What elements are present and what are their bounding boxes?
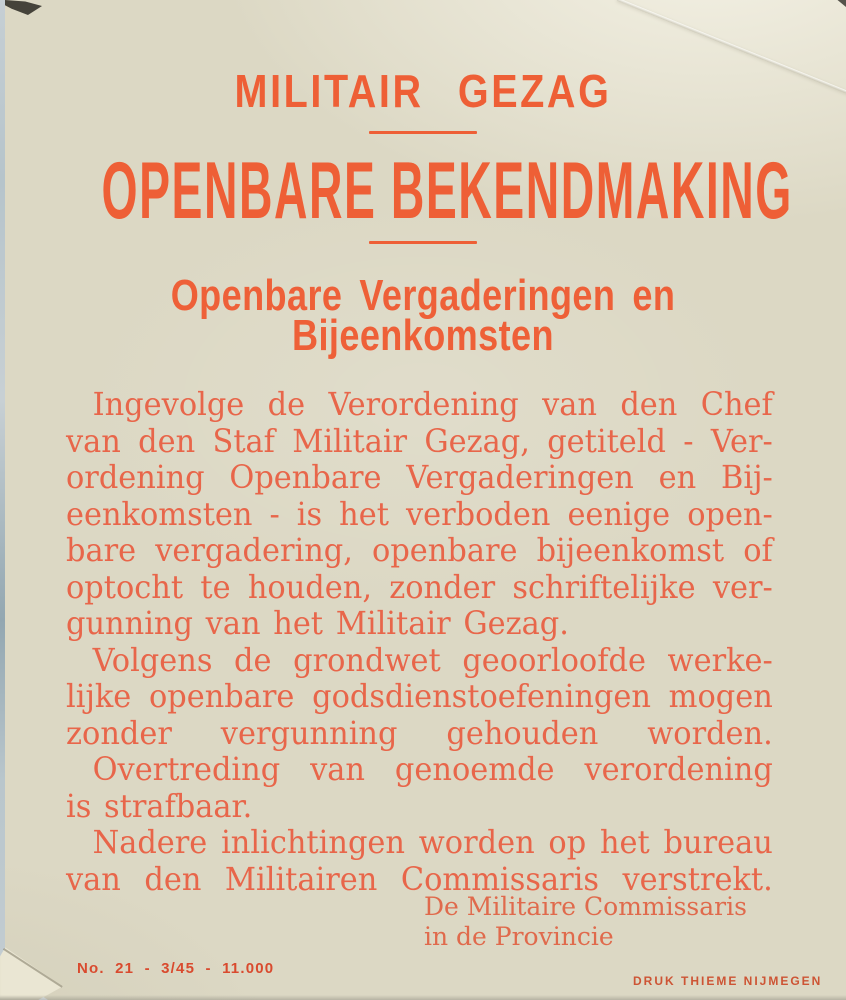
body-line: lijke openbare godsdienstoefeningen mogen bbox=[66, 677, 773, 715]
scan-background-left-edge bbox=[0, 0, 5, 1000]
tear-mark-top-left bbox=[5, 0, 42, 15]
body-line: Ingevolge de Verordening van den Chef bbox=[92, 385, 773, 423]
body-line: eenkomsten - is het verboden eenige open- bbox=[66, 494, 773, 533]
body-line: zonder vergunning gehouden worden. bbox=[66, 713, 773, 752]
speck-top-right bbox=[836, 0, 846, 7]
authority-heading: MILITAIR GEZAG bbox=[234, 65, 612, 117]
subject-line-1: Openbare Vergaderingen en bbox=[170, 271, 676, 320]
divider-rule-top bbox=[369, 131, 477, 134]
signature-line-2: in de Provincie bbox=[424, 922, 614, 951]
divider-rule-bottom bbox=[369, 241, 477, 244]
body-line: bare vergadering, openbare bijeenkomst of bbox=[66, 531, 773, 569]
body-line: van den Militairen Commissaris verstrekt. bbox=[66, 859, 773, 898]
body-line: Nadere inlichtingen worden op het bureau bbox=[92, 823, 773, 861]
signature-line-1: De Militaire Commissaris bbox=[424, 892, 747, 921]
body-line: van den Staf Militair Gezag, getiteld - Ver- bbox=[66, 421, 773, 460]
print-number: No. 21 - 3/45 - 11.000 bbox=[77, 960, 275, 977]
body-text bbox=[66, 386, 773, 897]
signature-block bbox=[424, 892, 747, 952]
body-line: optocht te houden, zonder schriftelijke ver- bbox=[66, 567, 773, 606]
main-title-heading: OPENBARE BEKENDMAKING bbox=[101, 145, 793, 236]
subject-line-2: Bijeenkomsten bbox=[292, 311, 554, 360]
body-line: Overtreding van genoemde verordening bbox=[92, 750, 773, 788]
body-line: gunning van het Militair Gezag. bbox=[66, 604, 569, 642]
subject-heading bbox=[76, 271, 770, 360]
bottom-edge-shadow bbox=[0, 995, 846, 1000]
printer-imprint: DRUK THIEME NIJMEGEN bbox=[633, 974, 823, 988]
body-line: ordening Openbare Vergaderingen en Bij- bbox=[66, 458, 773, 496]
body-line: is strafbaar. bbox=[66, 786, 253, 825]
body-line: Volgens de grondwet geoorloofde werke- bbox=[92, 640, 773, 679]
